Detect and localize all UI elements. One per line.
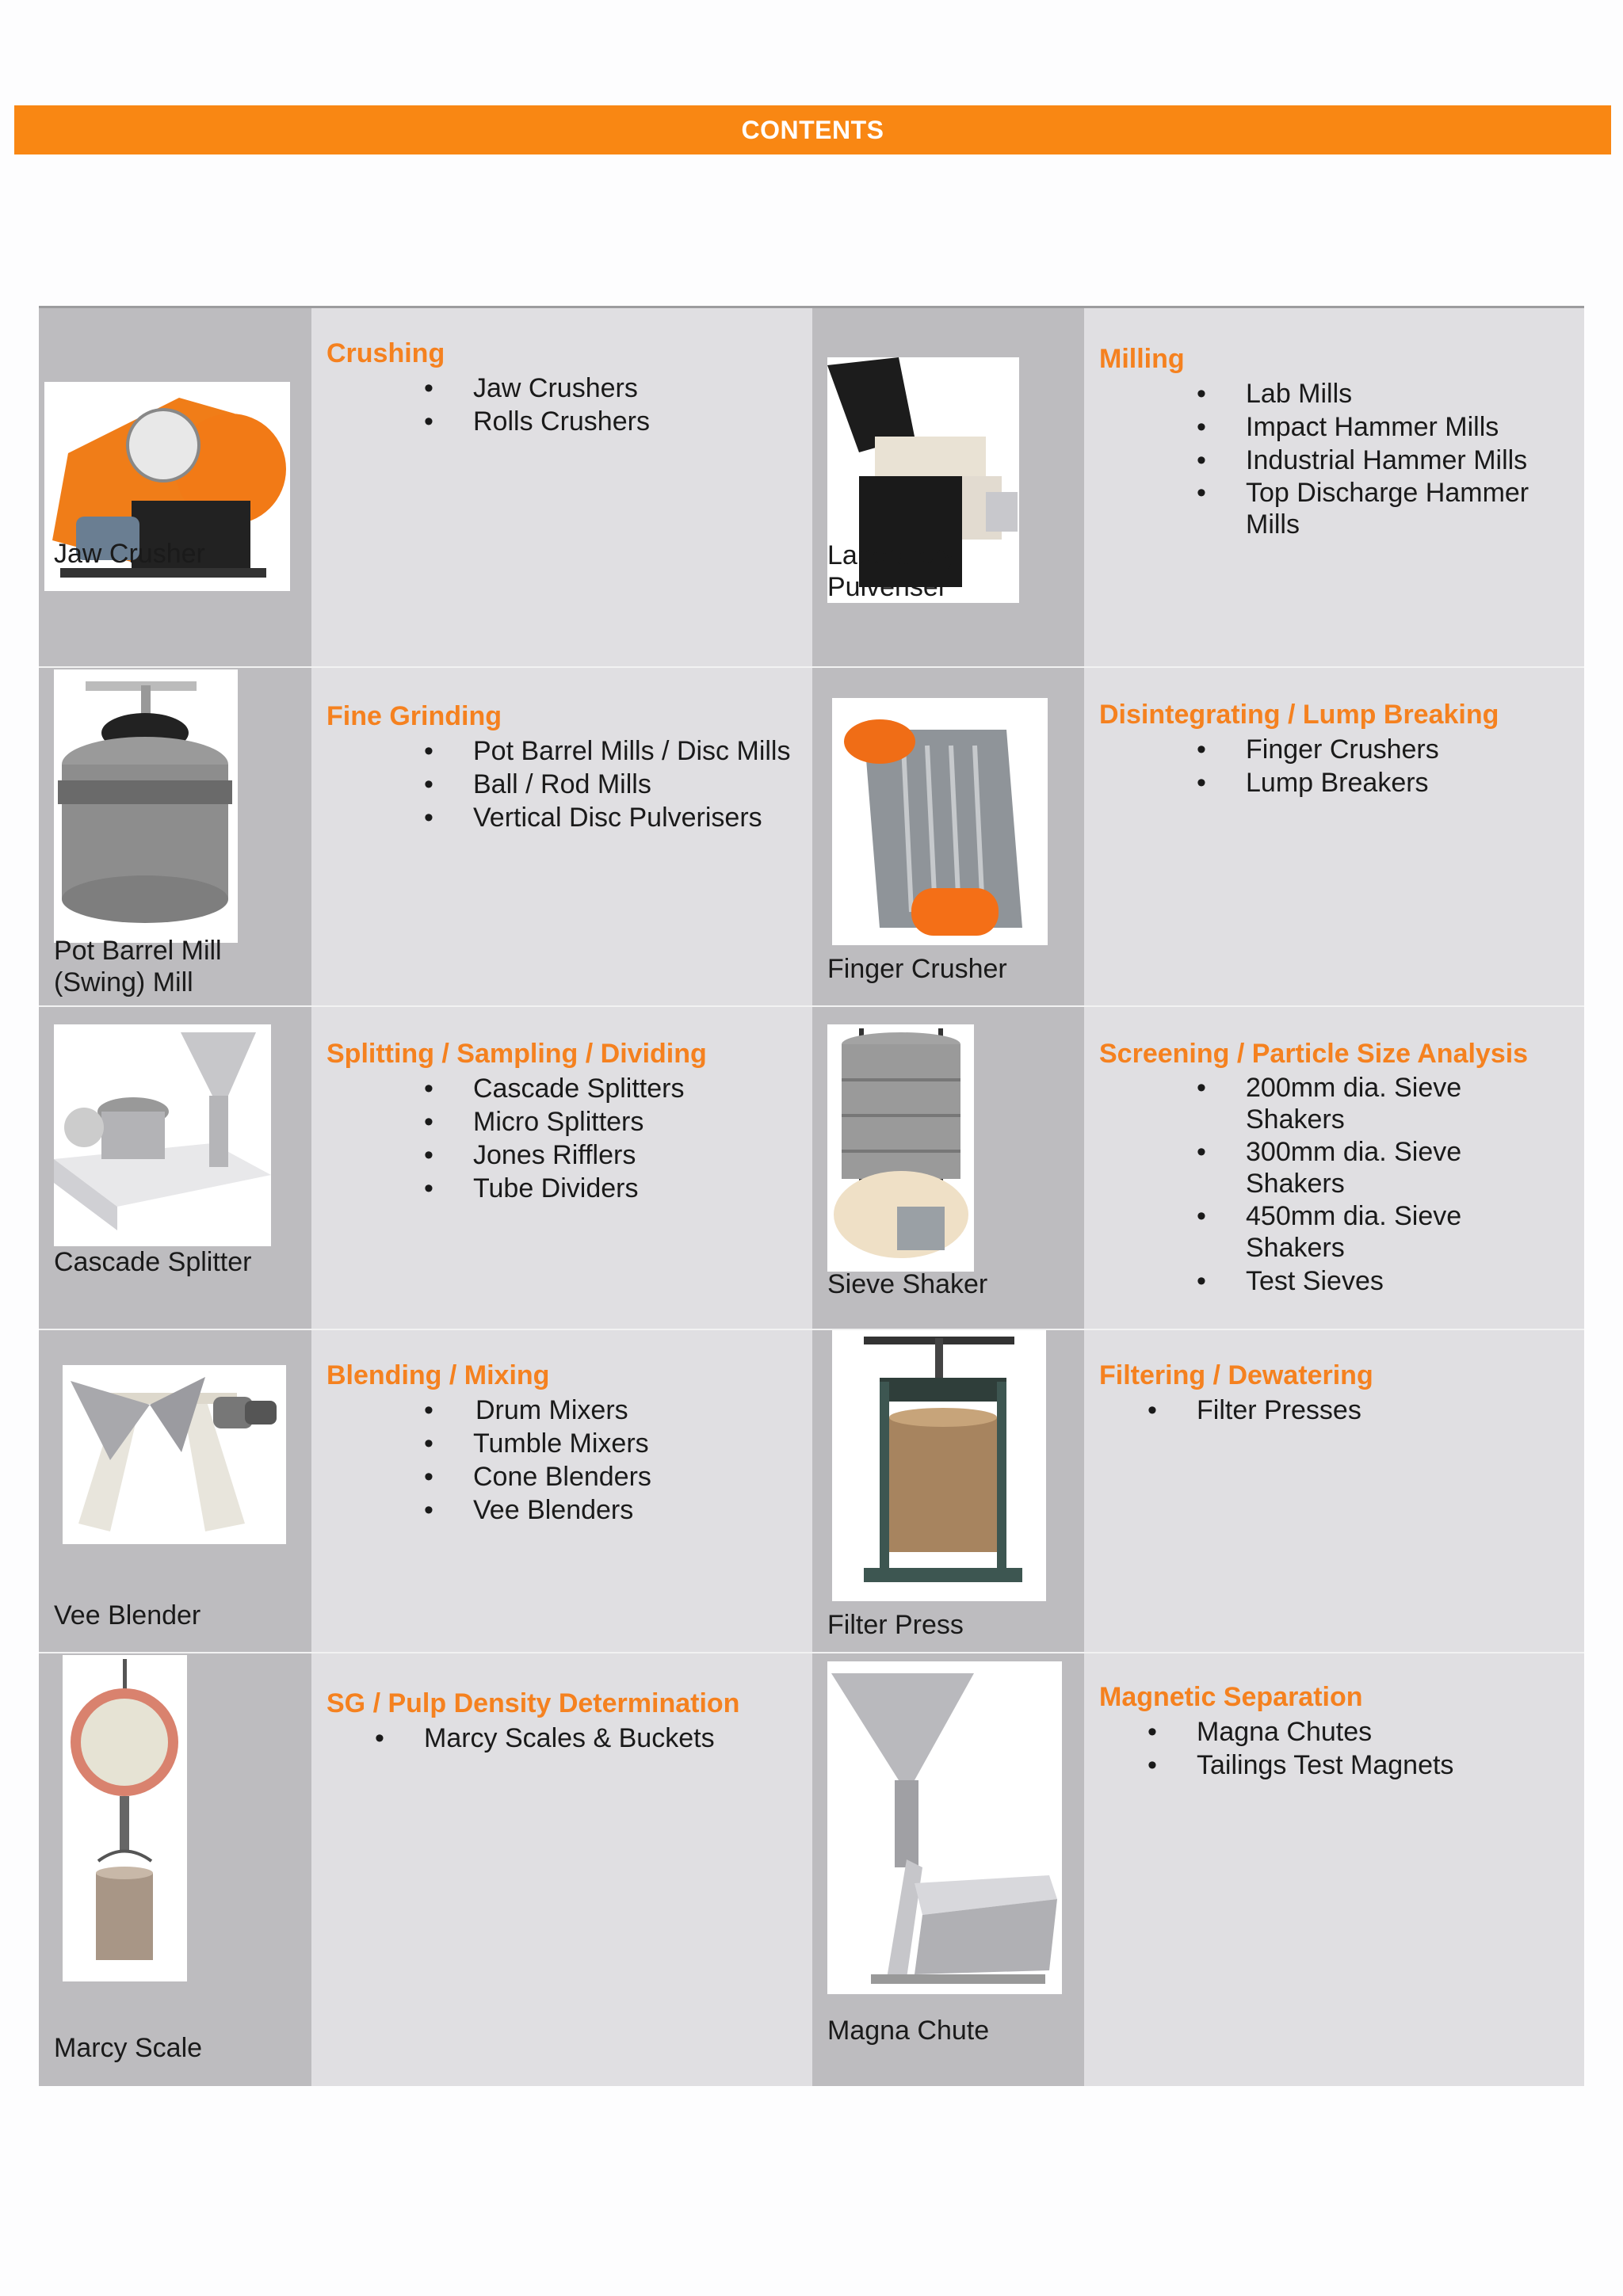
- list-item: • Filter Presses: [1197, 1394, 1361, 1427]
- list-item: • Lump Breakers: [1246, 766, 1439, 799]
- category-heading: Filtering / Dewatering: [1099, 1360, 1373, 1390]
- image-caption: Jaw Crusher: [54, 539, 205, 569]
- list-item: • Pot Barrel Mills / Disc Mills: [473, 734, 790, 768]
- category-heading: Disintegrating / Lump Breaking: [1099, 700, 1499, 730]
- image-caption: Magna Chute: [827, 2016, 990, 2046]
- category-list: [1246, 1072, 1499, 1298]
- category-list: [1246, 377, 1555, 540]
- table-cell-image: [39, 1329, 311, 1652]
- image-caption: Sieve Shaker: [827, 1269, 988, 1299]
- table-cell-text: [1084, 1329, 1584, 1652]
- category-list: [1197, 1394, 1361, 1427]
- table-cell-image: [39, 1005, 311, 1329]
- list-item: • 450mm dia. Sieve Shakers: [1246, 1200, 1499, 1264]
- category-heading: Fine Grinding: [327, 701, 502, 731]
- table-cell-text: [1084, 1652, 1584, 2086]
- category-list: [473, 1394, 651, 1527]
- table-cell-image: [39, 666, 311, 1005]
- table-cell-text: [1084, 666, 1584, 1005]
- image-caption: [54, 935, 244, 998]
- filter-press-photo: [832, 1330, 1046, 1601]
- list-item: • Jones Rifflers: [473, 1138, 684, 1172]
- table-cell-text: [311, 1329, 812, 1652]
- list-item: • Finger Crushers: [1246, 733, 1439, 766]
- list-item: • Tailings Test Magnets: [1197, 1749, 1453, 1782]
- category-heading: Splitting / Sampling / Dividing: [327, 1039, 707, 1069]
- finger-crusher-photo: [832, 698, 1048, 945]
- category-heading: Milling: [1099, 344, 1185, 374]
- table-cell-image: [812, 666, 1084, 1005]
- category-list: [424, 1722, 715, 1755]
- list-item: • Cone Blenders: [473, 1460, 651, 1493]
- table-cell-text: [311, 1005, 812, 1329]
- category-heading: Crushing: [327, 338, 445, 368]
- table-cell-text: [1084, 1005, 1584, 1329]
- contents-banner: [14, 105, 1611, 154]
- list-item: • Jaw Crushers: [473, 372, 650, 405]
- list-item: • Drum Mixers: [473, 1394, 651, 1427]
- list-item: • Industrial Hammer Mills: [1246, 444, 1555, 477]
- contents-table: [39, 306, 1584, 2086]
- caption-text: Pot Barrel Mill (Swing) Mill: [54, 936, 222, 997]
- image-caption: Cascade Splitter: [54, 1247, 252, 1277]
- image-caption: Filter Press: [827, 1610, 964, 1640]
- image-caption: Marcy Scale: [54, 2033, 203, 2063]
- table-cell-image: [39, 1652, 311, 2086]
- category-list: [473, 734, 790, 834]
- table-cell-text: [311, 666, 812, 1005]
- table-cell-text: [311, 308, 812, 666]
- list-item: • Ball / Rod Mills: [473, 768, 790, 801]
- image-caption: Vee Blender: [54, 1600, 201, 1630]
- table-cell-image: [812, 308, 1084, 666]
- list-item: • Tumble Mixers: [473, 1427, 651, 1460]
- list-item: • Cascade Splitters: [473, 1072, 684, 1105]
- list-item: • Impact Hammer Mills: [1246, 410, 1555, 444]
- magna-chute-photo: [827, 1661, 1062, 1994]
- category-list: [473, 1072, 684, 1205]
- caption-text: Laboratory Pulveriser: [827, 540, 957, 602]
- page-title: CONTENTS: [741, 115, 884, 144]
- marcy-scale-photo: [63, 1655, 187, 1981]
- cascade-splitter-photo: [54, 1024, 271, 1246]
- table-cell-text: [311, 1652, 812, 2086]
- image-caption: Finger Crusher: [827, 954, 1007, 984]
- image-caption: [827, 540, 986, 603]
- category-heading: Magnetic Separation: [1099, 1682, 1363, 1712]
- sieve-shaker-photo: [827, 1024, 974, 1272]
- table-cell-image: [39, 308, 311, 666]
- category-heading: Blending / Mixing: [327, 1360, 550, 1390]
- category-list: [473, 372, 650, 438]
- category-list: [1246, 733, 1439, 799]
- table-cell-text: [1084, 308, 1584, 666]
- list-item: • Micro Splitters: [473, 1105, 684, 1138]
- list-item: • 300mm dia. Sieve Shakers: [1246, 1136, 1499, 1199]
- list-item: • Test Sieves: [1246, 1264, 1499, 1298]
- list-item: • Vertical Disc Pulverisers: [473, 801, 790, 834]
- table-cell-image: [812, 1005, 1084, 1329]
- list-item: • Top Discharge Hammer Mills: [1246, 477, 1555, 540]
- list-item: • Tube Dividers: [473, 1172, 684, 1205]
- list-item: • Rolls Crushers: [473, 405, 650, 438]
- list-item: • Marcy Scales & Buckets: [424, 1722, 715, 1755]
- vee-blender-photo: [63, 1365, 286, 1544]
- category-heading: Screening / Particle Size Analysis: [1099, 1039, 1529, 1069]
- list-item: • Vee Blenders: [473, 1493, 651, 1527]
- pot-barrel-mill-photo: [54, 669, 238, 943]
- category-heading: SG / Pulp Density Determination: [327, 1688, 740, 1718]
- list-item: • Lab Mills: [1246, 377, 1555, 410]
- table-cell-image: [812, 1652, 1084, 2086]
- list-item: • 200mm dia. Sieve Shakers: [1246, 1072, 1499, 1135]
- list-item: • Magna Chutes: [1197, 1715, 1453, 1749]
- category-list: [1197, 1715, 1453, 1782]
- table-cell-image: [812, 1329, 1084, 1652]
